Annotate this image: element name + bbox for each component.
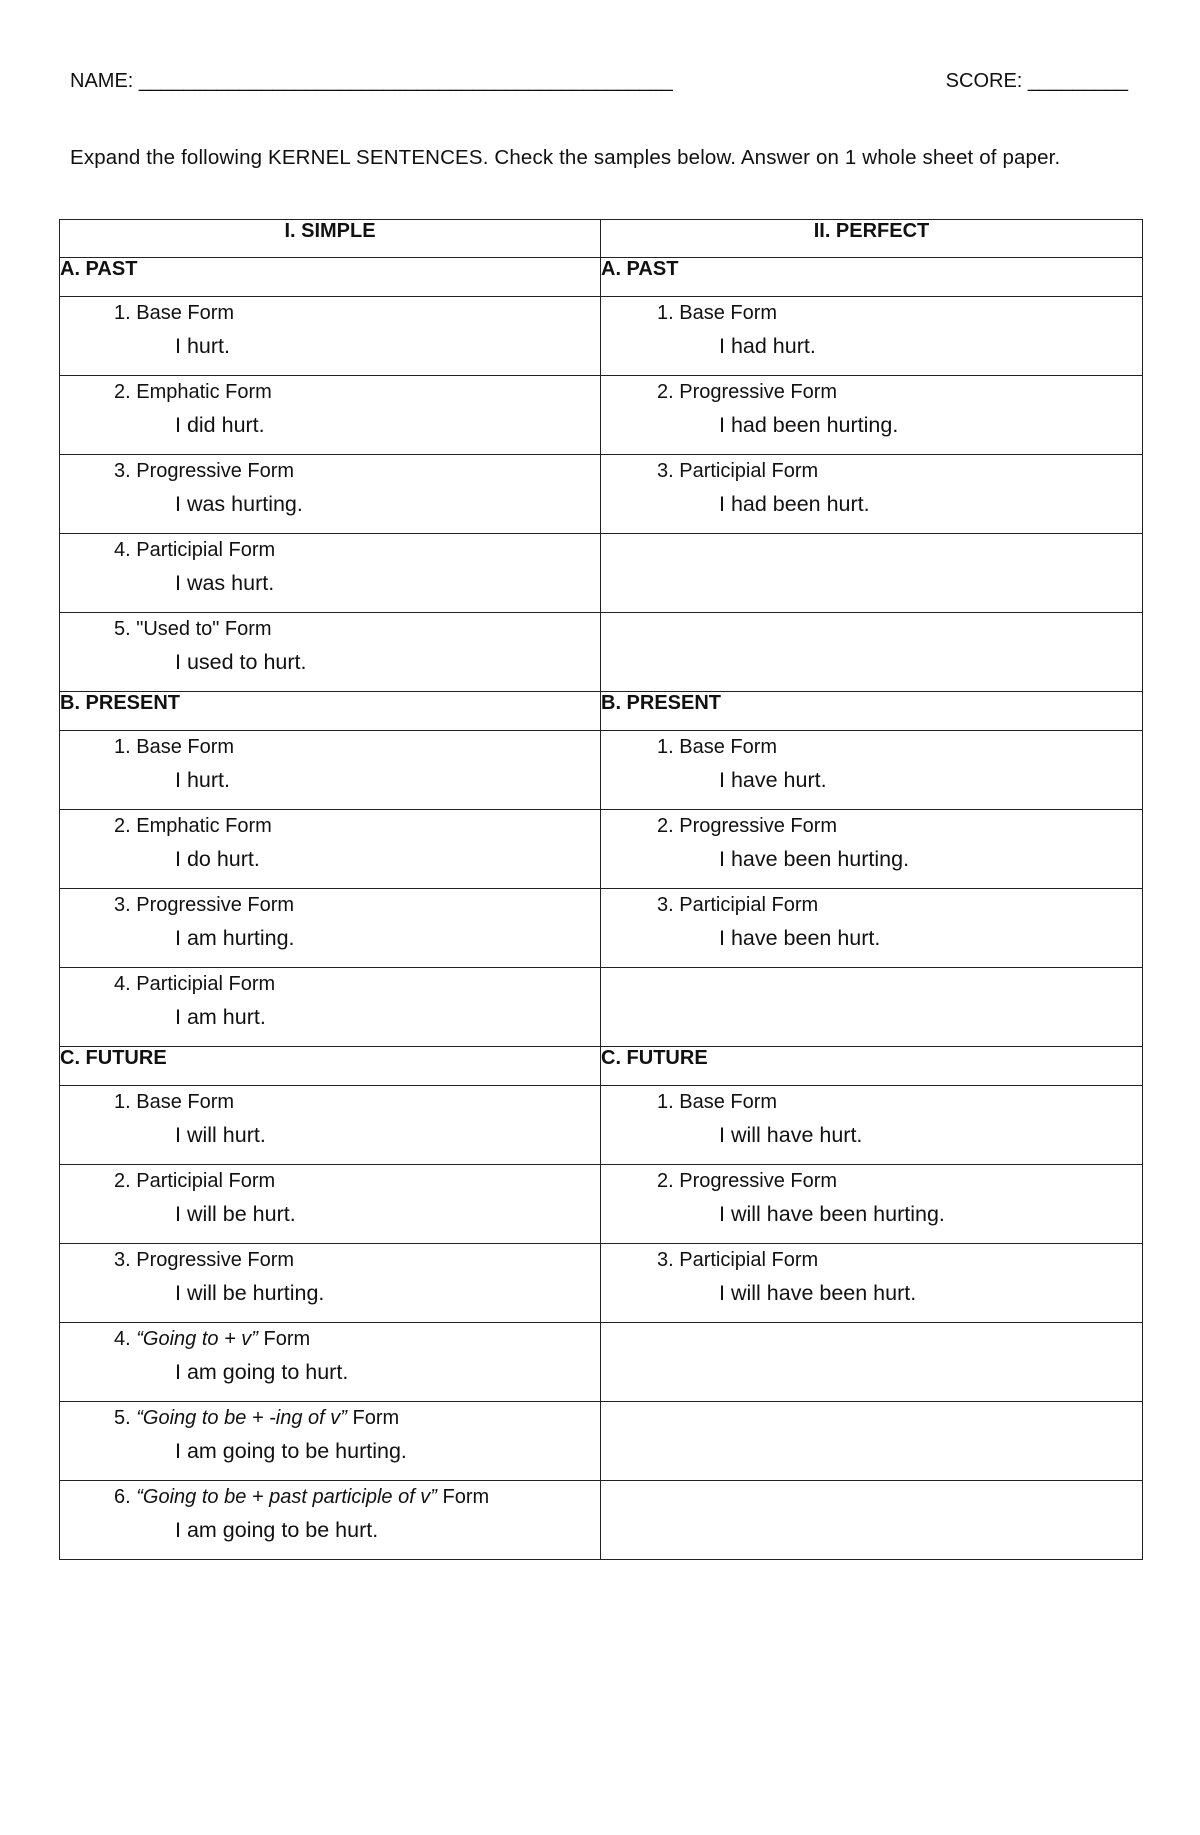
form-label: 2. Progressive Form [657,381,838,403]
form-label [114,1328,600,1351]
section-heading-simple-present: B. PRESENT [60,692,601,731]
table-row [60,455,1143,534]
sample-sentence: I am going to be hurt. [175,1518,379,1542]
empty-cell [601,613,1143,692]
simple-past-cell-2 [60,376,601,455]
table-row [60,1086,1143,1165]
header [70,70,1128,98]
form-label-italic: “Going to be + past participle of v” [136,1486,437,1508]
form-label-italic: “Going to be + -ing of v” [136,1407,347,1429]
section-heading-simple-future: C. FUTURE [60,1047,601,1086]
form-label: 3. Participial Form [657,460,819,482]
sample-sentence: I have hurt. [719,768,827,792]
empty-cell [601,1402,1143,1481]
simple-future-cell-6 [60,1481,601,1560]
sample-sentence: I will hurt. [175,1123,266,1147]
sample-sentence: I had been hurting. [719,413,899,437]
simple-present-cell-4 [60,968,601,1047]
form-label-number: 5. [114,1407,131,1429]
score-line: SCORE: _________ [945,70,1128,92]
table-row [60,731,1143,810]
col-header-simple: I. SIMPLE [60,220,601,258]
sample-sentence: I have been hurting. [719,847,910,871]
sample-sentence: I will be hurting. [175,1281,325,1305]
sample-sentence: I am hurting. [175,926,295,950]
form-label-tail: Form [442,1486,490,1508]
section-row-past [60,258,1143,297]
simple-present-cell-3 [60,889,601,968]
section-heading-perfect-past: A. PAST [601,258,1143,297]
perfect-future-cell-2 [601,1165,1143,1244]
sample-sentence: I have been hurt. [719,926,881,950]
form-label: 2. Progressive Form [657,1170,838,1192]
simple-past-cell-4 [60,534,601,613]
form-label: 3. Participial Form [657,1249,819,1271]
empty-cell [601,1481,1143,1560]
sample-sentence: I am going to hurt. [175,1360,349,1384]
sample-sentence: I am hurt. [175,1005,266,1029]
table-row [60,889,1143,968]
sample-sentence: I had been hurt. [719,492,870,516]
form-label-italic: “Going to + v” [136,1328,258,1350]
table-row [60,1244,1143,1323]
form-label: 1. Base Form [114,302,235,324]
sample-sentence: I hurt. [175,768,230,792]
form-label-number: 4. [114,1328,131,1350]
sample-sentence: I will have hurt. [719,1123,863,1147]
table-row [60,613,1143,692]
section-heading-perfect-future: C. FUTURE [601,1047,1143,1086]
sample-sentence: I do hurt. [175,847,260,871]
empty-cell [601,1323,1143,1402]
sample-sentence: I am going to be hurting. [175,1439,407,1463]
table-row [60,376,1143,455]
col-header-perfect: II. PERFECT [601,220,1143,258]
table-row [60,810,1143,889]
name-line: NAME: ________________________________________________ [70,70,673,92]
perfect-future-cell-1 [601,1086,1143,1165]
form-label [114,1486,600,1509]
perfect-future-cell-3 [601,1244,1143,1323]
form-label: 1. Base Form [657,1091,778,1113]
sample-sentence: I will have been hurt. [719,1281,917,1305]
table-row [60,1323,1143,1402]
sample-sentence: I used to hurt. [175,650,307,674]
section-row-present [60,692,1143,731]
perfect-present-cell-3 [601,889,1143,968]
empty-cell [601,534,1143,613]
simple-future-cell-3 [60,1244,601,1323]
form-label: 1. Base Form [657,736,778,758]
kernel-sentence-table [59,219,1143,1560]
sample-sentence: I had hurt. [719,334,816,358]
simple-future-cell-4 [60,1323,601,1402]
table-row [60,1481,1143,1560]
form-label: 2. Emphatic Form [114,381,272,403]
form-label: 3. Progressive Form [114,894,295,916]
table-header-row [60,220,1143,258]
simple-past-cell-5 [60,613,601,692]
form-label: 2. Participial Form [114,1170,276,1192]
form-label: 2. Emphatic Form [114,815,272,837]
table-row [60,1402,1143,1481]
form-label-tail: Form [352,1407,400,1429]
perfect-present-cell-1 [601,731,1143,810]
sample-sentence: I did hurt. [175,413,265,437]
simple-future-cell-5 [60,1402,601,1481]
table-row [60,968,1143,1047]
simple-present-cell-2 [60,810,601,889]
form-label: 1. Base Form [114,1091,235,1113]
form-label: 1. Base Form [657,302,778,324]
perfect-past-cell-3 [601,455,1143,534]
table-row [60,297,1143,376]
empty-cell [601,968,1143,1047]
form-label: 2. Progressive Form [657,815,838,837]
section-row-future [60,1047,1143,1086]
simple-present-cell-1 [60,731,601,810]
simple-past-cell-1 [60,297,601,376]
form-label: 3. Progressive Form [114,1249,295,1271]
form-label: 3. Participial Form [657,894,819,916]
form-label: 3. Progressive Form [114,460,295,482]
form-label: 1. Base Form [114,736,235,758]
simple-future-cell-2 [60,1165,601,1244]
instructions: Expand the following KERNEL SENTENCES. Check the samples below. Answer on 1 whole sheet of paper. [70,146,1061,169]
sample-sentence: I will be hurt. [175,1202,296,1226]
perfect-past-cell-1 [601,297,1143,376]
perfect-present-cell-2 [601,810,1143,889]
form-label: 4. Participial Form [114,539,276,561]
sample-sentence: I hurt. [175,334,230,358]
form-label-number: 6. [114,1486,131,1508]
form-label [114,1407,600,1430]
form-label: 5. "Used to" Form [114,618,272,640]
form-label-tail: Form [263,1328,311,1350]
simple-past-cell-3 [60,455,601,534]
section-heading-perfect-present: B. PRESENT [601,692,1143,731]
form-label: 4. Participial Form [114,973,276,995]
sample-sentence: I will have been hurting. [719,1202,945,1226]
table-row [60,1165,1143,1244]
perfect-past-cell-2 [601,376,1143,455]
simple-future-cell-1 [60,1086,601,1165]
section-heading-simple-past: A. PAST [60,258,601,297]
table-row [60,534,1143,613]
sample-sentence: I was hurting. [175,492,303,516]
sample-sentence: I was hurt. [175,571,275,595]
